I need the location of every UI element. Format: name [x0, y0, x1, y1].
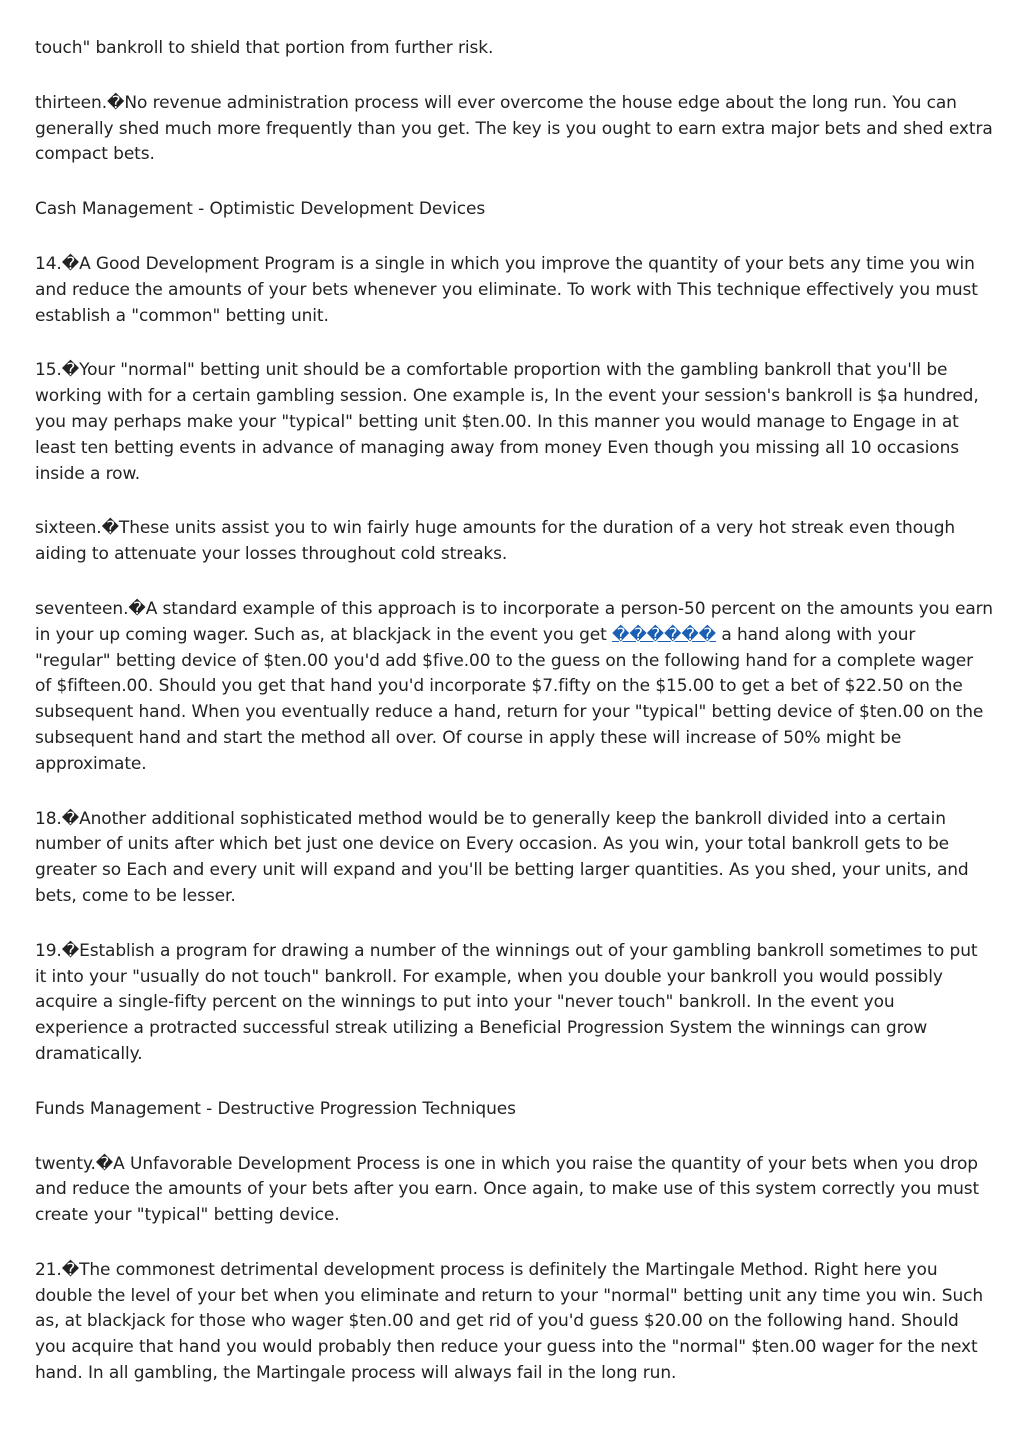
paragraph-14: 14.�A Good Development Program is a single in which you improve the quantity of your bets any time you win and reduce the amounts of your bets whenever you eliminate. To work with This technique effectively you must establish a "common" betting unit. [35, 253, 978, 326]
paragraph-16: sixteen.�These units assist you to win fairly huge amounts for the duration of a very hot streak even though aiding to attenuate your losses throughout cold streaks. [35, 518, 956, 565]
paragraph-17 [35, 597, 993, 778]
paragraph-18: 18.�Another additional sophisticated method would be to generally keep the bankroll divided into a certain number of units after which bet just one device on Every occasion. As you win, your total bankroll gets to be greater so Each and every unit will expand and you'll be betting larger quantities. As you shed, your units, and bets, come to be lesser. [35, 808, 969, 906]
document-body [35, 36, 993, 1416]
inline-link[interactable]: ������ [612, 624, 717, 645]
paragraph-17-text-before: seventeen.�A standard example of this approach is to incorporate a person-50 percent on the amounts you earn in your up coming wager. Such as, at blackjack in the event you get [35, 598, 993, 645]
paragraph-21: 21.�The commonest detrimental development process is definitely the Martingale Method. Right here you double the level of your bet when you eliminate and return to your "normal" betting unit any time you win. Such as, at blackjack for those who wager $ten.00 and get rid of you'd guess $20.00 on the following hand. Should you acquire that hand you would probably then reduce your guess into the "normal" $ten.00 wager for the next hand. In all gambling, the Martingale process will always fail in the long run. [35, 1259, 984, 1384]
paragraph-continued: touch" bankroll to shield that portion from further risk. [35, 38, 494, 58]
section-heading-negative-progression: Funds Management - Destructive Progression Techniques [35, 1098, 516, 1119]
paragraph-17-text-after: a hand along with your "regular" betting device of $ten.00 you'd add $five.00 to the guess on the following hand for a complete wager of $fifteen.00. Should you get that hand you'd incorporate $7.fifty on the $15.00 to get a bet of $22.50 on the subsequent hand. When you eventually reduce a hand, return for your "typical" betting device of $ten.00 on the subsequent hand and start the method all over. Of course in apply these will increase of 50% might be approximate. [35, 624, 984, 774]
section-heading-positive-progression: Cash Management - Optimistic Development Devices [35, 199, 486, 220]
paragraph-20: twenty.�A Unfavorable Development Process is one in which you raise the quantity of your bets when you drop and reduce the amounts of your bets after you earn. Once again, to make use of this system correctly you must create your "typical" betting device. [35, 1153, 980, 1226]
paragraph-19: 19.�Establish a program for drawing a number of the winnings out of your gambling bankroll sometimes to put it into your "usually do not touch" bankroll. For example, when you double your bankroll you would possibly acquire a single-fifty percent on the winnings to put into your "never touch" bankroll. In the event you experience a protracted successful streak utilizing a Beneficial Progression System the winnings can grow dramatically. [35, 940, 978, 1064]
paragraph-15: 15.�Your "normal" betting unit should be a comfortable proportion with the gambling bankroll that you'll be working with for a certain gambling session. One example is, In the event your session's bankroll is $a hundred, you may perhaps make your "typical" betting unit $ten.00. In this manner you would manage to Engage in at least ten betting events in advance of managing away from money Even though you missing all 10 occasions inside a row. [35, 360, 979, 484]
paragraph-13: thirteen.�No revenue administration process will ever overcome the house edge about the long run. You can generally shed much more frequently than you get. The key is you ought to earn extra major bets and shed extra compact bets. [35, 92, 993, 165]
